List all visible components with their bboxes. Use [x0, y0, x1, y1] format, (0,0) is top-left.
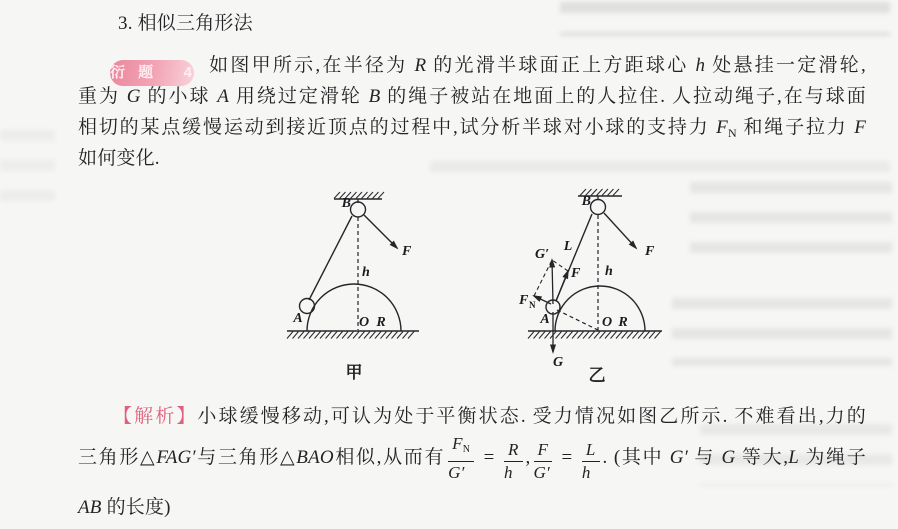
section-heading: 3. 相似三角形法	[118, 13, 253, 34]
bleed-through-text	[672, 298, 892, 366]
label-normal-force-FN: F	[519, 293, 529, 308]
hemisphere-arc	[307, 284, 401, 331]
label-normal-force-FN-subscript: N	[529, 300, 536, 310]
parallelogram-dashed-left	[534, 260, 552, 296]
hemisphere-arc	[555, 286, 645, 331]
figure-yi	[500, 180, 700, 395]
label-center-O: O	[358, 315, 370, 330]
derived-problem-badge: 衍题 4	[110, 60, 194, 86]
label-force-F: F	[402, 244, 412, 259]
figure-yi-caption: 乙	[588, 366, 606, 385]
problem-line-3: 相切的某点缓慢运动到接近顶点的过程中,试分析半球对小球的支持力 $F_N$ 和绳子拉力 F	[78, 117, 867, 140]
ground-hatching	[528, 332, 661, 339]
label-height-h: h	[605, 264, 613, 279]
pulley-wheel	[351, 202, 366, 217]
bleed-through-text	[0, 130, 55, 210]
arrowhead	[562, 269, 568, 279]
label-height-h: h	[362, 265, 370, 280]
label-pulley-B: B	[341, 196, 351, 211]
label-radius-R: R	[618, 315, 628, 330]
label-force-F-on-ball: F	[571, 266, 581, 281]
label-pulley-B: B	[581, 194, 591, 209]
solution-line-2: 三角形△FAG′与三角形△BAO相似,从而有 $\frac{F_N}{G'}$ = $\frac{R}{h}$ , $\frac{F}{G'}$ = $\frac{L}{h}$ . (其中 G′ 与 G 等大,L 为绳子	[78, 434, 866, 482]
label-ball-A: A	[540, 312, 550, 327]
rope-line	[309, 216, 352, 300]
label-radius-R: R	[376, 315, 386, 330]
label-ball-A: A	[293, 311, 303, 326]
problem-line-1-text: 如图甲所示,在半径为 R 的光滑半球面正上方距球心 h 处悬挂一定滑轮,	[207, 55, 866, 76]
label-G-prime: G′	[534, 247, 550, 262]
problem-line-4: 如何变化.	[78, 148, 160, 169]
label-center-O: O	[601, 315, 613, 330]
arrowhead	[550, 345, 556, 355]
solution-line-1	[78, 403, 866, 431]
label-gravity-G: G	[552, 355, 564, 370]
problem-line-2: 重为 G 的小球 A 用绕过定滑轮 B 的绳子被站在地面上的人拉住. 人拉动绳子,在与球面	[78, 86, 866, 107]
ground-hatching	[287, 332, 414, 339]
solution-tag: 【解析】	[113, 406, 198, 427]
figure-jia	[230, 180, 470, 390]
radius-dashed-AO	[557, 310, 600, 331]
bleed-through-text	[690, 182, 892, 268]
pulley-wheel	[591, 200, 606, 215]
solution-line-3: AB 的长度)	[78, 497, 171, 518]
figure-jia-caption: 甲	[345, 363, 363, 382]
problem-line-1	[78, 51, 866, 86]
label-force-F-top: F	[645, 244, 655, 259]
label-rope-length-L: L	[563, 239, 573, 254]
solution-line-1-text: 小球缓慢移动,可认为处于平衡状态. 受力情况如图乙所示. 不难看出,力的	[197, 406, 866, 427]
